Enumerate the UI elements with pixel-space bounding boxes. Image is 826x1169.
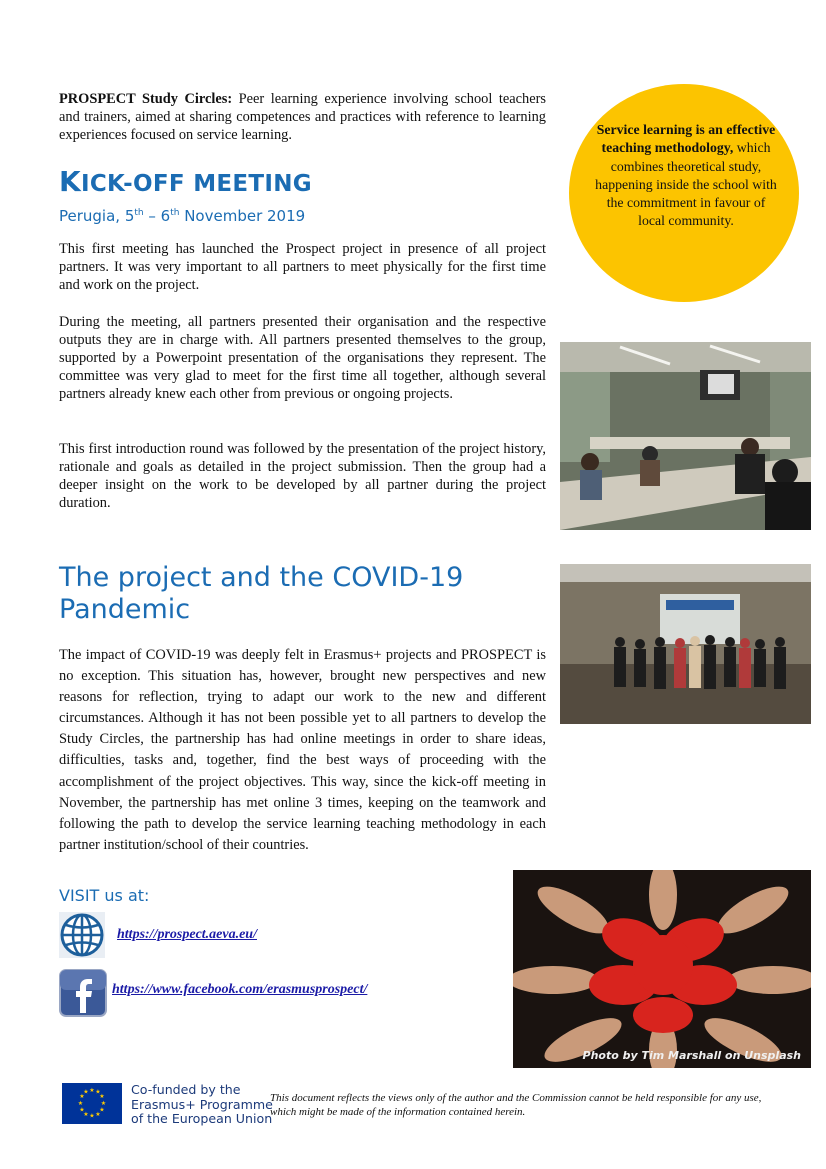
hands-photo [513, 870, 811, 1068]
website-link[interactable]: https://prospect.aeva.eu/ [117, 927, 257, 942]
callout-text [594, 121, 778, 231]
kickoff-heading [59, 165, 312, 198]
visit-label: VISIT us at: [59, 886, 150, 905]
covid-heading [59, 562, 463, 626]
kickoff-heading-rest: ICK-OFF MEETING [81, 171, 312, 197]
svg-text:★: ★ [77, 1100, 84, 1107]
svg-text:★: ★ [95, 1111, 101, 1118]
eu-line: Co-funded by the [131, 1082, 241, 1097]
globe-icon[interactable] [59, 912, 105, 958]
kickoff-heading-initial: K [59, 165, 81, 198]
facebook-icon[interactable] [59, 969, 107, 1017]
date-sup: th [170, 208, 180, 218]
kickoff-paragraph-2: During the meeting, all partners presented their organisation and the respective outputs they are in charge with. All partners presented themselves to the group, supported by a Powerpoint presentation of the organisations they represent. The committee was very glad to meet for the first time all together, although several partners already knew each other from previous or ongoing projects. [59, 314, 546, 402]
svg-text:★: ★ [79, 1106, 85, 1114]
eu-line: of the European Union [131, 1111, 273, 1126]
eu-funding-text [131, 1083, 273, 1127]
group-photo [560, 564, 811, 724]
meeting-room-photo [560, 342, 811, 530]
eu-flag [62, 1083, 122, 1124]
date-part: Perugia, 5 [59, 207, 135, 225]
covid-paragraph: The impact of COVID-19 was deeply felt in Erasmus+ projects and PROSPECT is no exception. This situation has, however, brought new perspectives and new reasons for reflection, trying to adapt our work to the new and different circumstances. Although it has not been possible yet to all partners to develop the Study Circles, the partnership has had online meetings in order to share ideas, difficulties, tasks and, together, find the best ways of proceeding with the accomplishment of the project objectives. This way, since the kick-off meeting in November, the partnership has met online 3 times, keeping on the teamwork and following the path to develop the service learning teaching methodology in each partner institution/school of their countries. [59, 647, 546, 853]
date-part: November 2019 [179, 207, 306, 225]
disclaimer: This document reflects the views only of the author and the Commission cannot be held responsible for any use, which might be made of the information contained herein. [270, 1092, 762, 1118]
svg-text:★: ★ [79, 1093, 85, 1100]
svg-text:★: ★ [89, 1112, 95, 1120]
svg-text:★: ★ [83, 1111, 89, 1118]
svg-text:★: ★ [99, 1106, 105, 1114]
kickoff-paragraph-3: This first introduction round was followed by the presentation of the project history, rationale and goals as detailed in the project submission. Then the group had a deeper insight on the work to be developed by all partner during the project duration. [59, 441, 546, 511]
covid-heading-line-1: The project and the COVID-19 [59, 562, 464, 593]
callout-bold: Service learning is an effective teaching methodology, [596, 122, 776, 156]
intro-text: Peer learning experience involving school teachers and trainers, aimed at sharing competences and practices with reference to learning experiences focused on service learning. [59, 91, 546, 143]
svg-text:★: ★ [100, 1100, 107, 1107]
intro-paragraph [59, 90, 546, 144]
svg-text:★: ★ [95, 1088, 101, 1096]
facebook-link[interactable]: https://www.facebook.com/erasmusprospect/ [112, 982, 368, 997]
svg-text:★: ★ [83, 1088, 89, 1096]
intro-label: PROSPECT Study Circles: [59, 91, 233, 107]
kickoff-paragraph-1: This first meeting has launched the Prospect project in presence of all project partners. It was very important to all partners to meet physically for the first time and work on the project. [59, 241, 546, 293]
covid-heading-line-2: Pandemic [59, 594, 191, 625]
photo-credit: Photo by Tim Marshall on Unsplash [582, 1049, 801, 1062]
svg-text:★: ★ [99, 1093, 105, 1100]
date-part: – 6 [143, 207, 171, 225]
svg-text:★: ★ [89, 1087, 95, 1094]
eu-line: Erasmus+ Programme [131, 1096, 273, 1112]
date-sup: th [134, 208, 144, 218]
callout-rest: which combines theoretical study, happening inside the school with the commitment in favour of local community. [595, 140, 777, 229]
kickoff-date [59, 207, 305, 225]
